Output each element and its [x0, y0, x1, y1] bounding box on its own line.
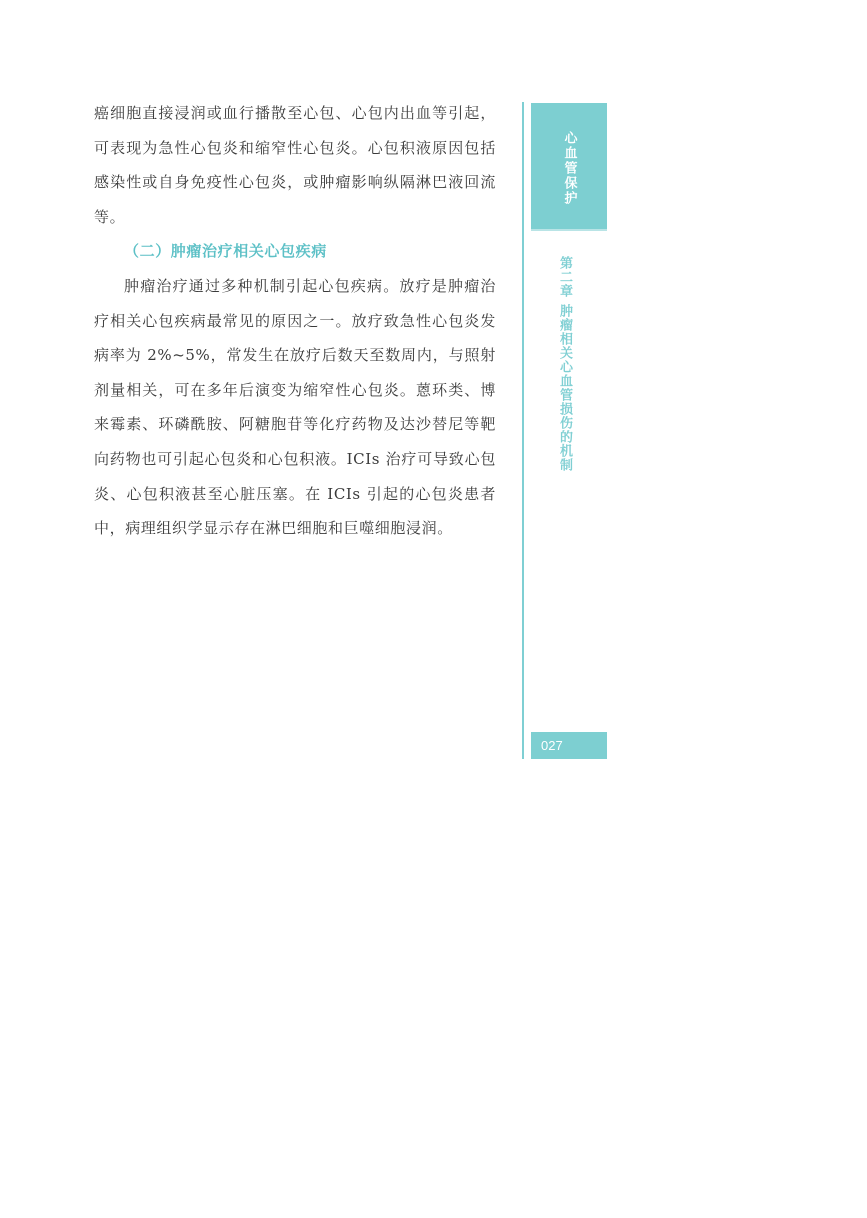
chapter-title: 肿瘤相关心血管损伤的机制 [557, 304, 572, 472]
section-heading: （二）肿瘤治疗相关心包疾病 [124, 242, 327, 261]
section-tab-label: 心血管保护 [561, 131, 577, 206]
paragraph-2: 肿瘤治疗通过多种机制引起心包疾病。放疗是肿瘤治疗相关心包疾病最常见的原因之一。放疗致急性心包炎发病率为 2%~5%，常发生在放疗后数天至数周内，与照射剂量相关，可在多年后演变为缩窄性心包炎。蒽环类、博来霉素、环磷酰胺、阿糖胞苷等化疗药物及达沙替尼等靶向药物也可引起心包炎和心包积液。ICIs 治疗可导致心包炎、心包积液甚至心脏压塞。在 ICIs 引起的心包炎患者中，病理组织学显示存在淋巴细胞和巨噬细胞浸润。 [94, 276, 496, 538]
section-tab [531, 103, 607, 229]
body-text [94, 96, 496, 546]
paragraph-1: 癌细胞直接浸润或血行播散至心包、心包内出血等引起，可表现为急性心包炎和缩窄性心包炎。心包积液原因包括感染性或自身免疫性心包炎，或肿瘤影响纵隔淋巴液回流等。 [94, 104, 496, 226]
sidebar-divider-line [522, 102, 524, 759]
chapter-heading-vertical [555, 256, 574, 472]
chapter-number: 第二章 [557, 256, 572, 298]
section-tab-underline [531, 229, 607, 231]
page-number: 027 [531, 732, 607, 759]
